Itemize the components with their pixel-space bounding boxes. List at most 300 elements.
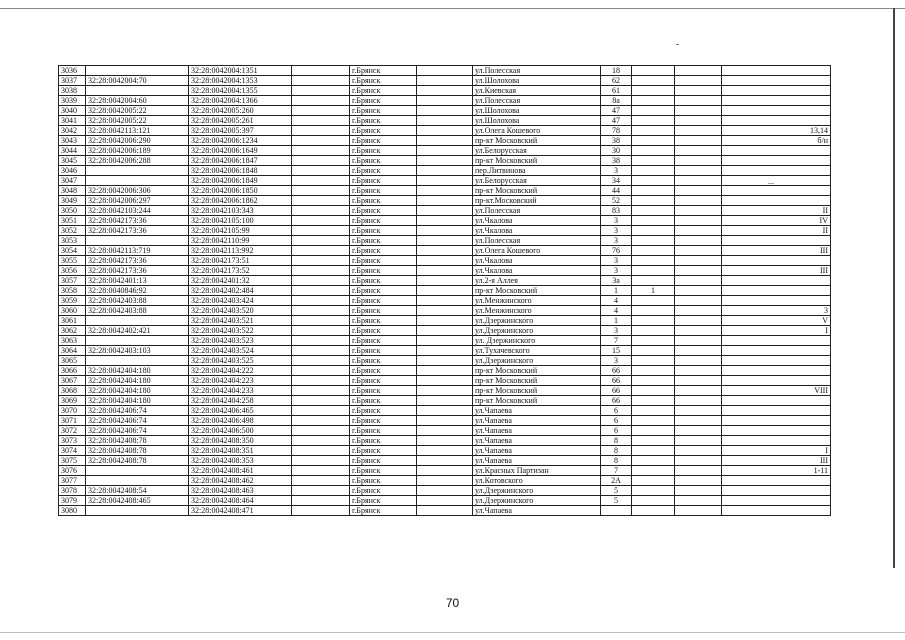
land-parcel-number-cell: 32:28:0042404:180 xyxy=(86,376,189,386)
extra-cell xyxy=(632,216,675,226)
table-row xyxy=(59,176,831,186)
blank-cell-2 xyxy=(417,196,473,206)
land-parcel-number-cell: 32:28:0042173:36 xyxy=(86,226,189,236)
extra-cell xyxy=(632,76,675,86)
cadastral-number-cell: 32:28:0042408:462 xyxy=(189,476,292,486)
record-number-cell: 3071 xyxy=(59,416,86,426)
apartment-cell xyxy=(722,146,831,156)
extra-cell xyxy=(632,266,675,276)
table-row xyxy=(59,306,831,316)
street-cell: ул.Киевская xyxy=(473,86,601,96)
house-number-cell: 7 xyxy=(601,336,632,346)
blank-cell xyxy=(292,416,350,426)
cadastral-number-cell: 32:28:0042006:1847 xyxy=(189,156,292,166)
extra-cell-2 xyxy=(675,466,722,476)
extra-cell-2 xyxy=(675,186,722,196)
record-number-cell: 3042 xyxy=(59,126,86,136)
house-number-cell: 8 xyxy=(601,446,632,456)
cadastral-number-cell: 32:28:0042406:498 xyxy=(189,416,292,426)
house-number-cell: 66 xyxy=(601,366,632,376)
blank-cell xyxy=(292,346,350,356)
apartment-cell: II xyxy=(722,226,831,236)
extra-cell xyxy=(632,146,675,156)
record-number-cell: 3053 xyxy=(59,236,86,246)
blank-cell-2 xyxy=(417,466,473,476)
record-number-cell: 3040 xyxy=(59,106,86,116)
blank-cell xyxy=(292,486,350,496)
apartment-cell xyxy=(722,196,831,206)
land-parcel-number-cell: 32:28:0042173:36 xyxy=(86,216,189,226)
land-parcel-number-cell: 32:28:0042005:22 xyxy=(86,116,189,126)
extra-cell xyxy=(632,226,675,236)
extra-cell-2 xyxy=(675,176,722,186)
cadastral-number-cell: 32:28:0042406:500 xyxy=(189,426,292,436)
extra-cell-2 xyxy=(675,216,722,226)
blank-cell-2 xyxy=(417,376,473,386)
blank-cell-2 xyxy=(417,76,473,86)
extra-cell xyxy=(632,246,675,256)
blank-cell xyxy=(292,236,350,246)
extra-cell xyxy=(632,176,675,186)
street-cell: ул.Дзержинского xyxy=(473,316,601,326)
blank-cell xyxy=(292,136,350,146)
street-cell: ул.Шолохова xyxy=(473,76,601,86)
cadastral-number-cell: 32:28:0042004:1353 xyxy=(189,76,292,86)
street-cell: пр-кт Московский xyxy=(473,366,601,376)
city-cell: г.Брянск xyxy=(350,146,417,156)
apartment-cell: III xyxy=(722,266,831,276)
land-parcel-number-cell: 32:28:0042403:103 xyxy=(86,346,189,356)
blank-cell-2 xyxy=(417,386,473,396)
table-row xyxy=(59,86,831,96)
extra-cell-2 xyxy=(675,356,722,366)
extra-cell xyxy=(632,456,675,466)
extra-cell-2 xyxy=(675,236,722,246)
extra-cell-2 xyxy=(675,196,722,206)
record-number-cell: 3060 xyxy=(59,306,86,316)
city-cell: г.Брянск xyxy=(350,416,417,426)
blank-cell-2 xyxy=(417,156,473,166)
table-row xyxy=(59,66,831,76)
cadastral-number-cell: 32:28:0042005:397 xyxy=(189,126,292,136)
record-number-cell: 3080 xyxy=(59,506,86,516)
blank-cell xyxy=(292,366,350,376)
street-cell: ул.Дзержинского xyxy=(473,326,601,336)
street-cell: пр-кт Московский xyxy=(473,376,601,386)
land-parcel-number-cell: 32:28:0042113:719 xyxy=(86,246,189,256)
cadastral-number-cell: 32:28:0042403:424 xyxy=(189,296,292,306)
extra-cell-2 xyxy=(675,486,722,496)
blank-cell xyxy=(292,396,350,406)
table-row xyxy=(59,506,831,516)
blank-cell-2 xyxy=(417,346,473,356)
city-cell: г.Брянск xyxy=(350,226,417,236)
scan-bottom-edge xyxy=(0,632,905,633)
record-number-cell: 3078 xyxy=(59,486,86,496)
house-number-cell: 78 xyxy=(601,126,632,136)
extra-cell xyxy=(632,416,675,426)
record-number-cell: 3050 xyxy=(59,206,86,216)
blank-cell-2 xyxy=(417,86,473,96)
table-row xyxy=(59,346,831,356)
land-parcel-number-cell: 32:28:0042408:78 xyxy=(86,446,189,456)
cadastral-number-cell: 32:28:0042403:524 xyxy=(189,346,292,356)
city-cell: г.Брянск xyxy=(350,256,417,266)
blank-cell-2 xyxy=(417,146,473,156)
blank-cell-2 xyxy=(417,326,473,336)
extra-cell xyxy=(632,276,675,286)
table-row xyxy=(59,226,831,236)
land-parcel-number-cell xyxy=(86,166,189,176)
blank-cell xyxy=(292,116,350,126)
city-cell: г.Брянск xyxy=(350,246,417,256)
house-number-cell: 1 xyxy=(601,286,632,296)
blank-cell xyxy=(292,466,350,476)
extra-cell xyxy=(632,476,675,486)
city-cell: г.Брянск xyxy=(350,386,417,396)
blank-cell-2 xyxy=(417,296,473,306)
blank-cell-2 xyxy=(417,396,473,406)
city-cell: г.Брянск xyxy=(350,306,417,316)
city-cell: г.Брянск xyxy=(350,356,417,366)
extra-cell-2 xyxy=(675,96,722,106)
extra-cell-2 xyxy=(675,66,722,76)
cadastral-number-cell: 32:28:0042110:99 xyxy=(189,236,292,246)
record-number-cell: 3052 xyxy=(59,226,86,236)
blank-cell xyxy=(292,376,350,386)
city-cell: г.Брянск xyxy=(350,436,417,446)
land-parcel-number-cell: 32:28:0042006:297 xyxy=(86,196,189,206)
street-cell: ул.Белорусская xyxy=(473,176,601,186)
city-cell: г.Брянск xyxy=(350,166,417,176)
street-cell: ул.Шолохова xyxy=(473,116,601,126)
cadastral-registry-table xyxy=(58,65,831,516)
table-row xyxy=(59,396,831,406)
apartment-cell xyxy=(722,356,831,366)
land-parcel-number-cell: 32:28:0042404:180 xyxy=(86,386,189,396)
blank-cell-2 xyxy=(417,116,473,126)
land-parcel-number-cell: 32:28:0042103:244 xyxy=(86,206,189,216)
blank-cell xyxy=(292,186,350,196)
table-row xyxy=(59,246,831,256)
extra-cell xyxy=(632,446,675,456)
table-row xyxy=(59,76,831,86)
extra-cell xyxy=(632,436,675,446)
blank-cell-2 xyxy=(417,216,473,226)
extra-cell xyxy=(632,336,675,346)
blank-cell-2 xyxy=(417,206,473,216)
blank-cell xyxy=(292,156,350,166)
city-cell: г.Брянск xyxy=(350,236,417,246)
house-number-cell: 4 xyxy=(601,296,632,306)
record-number-cell: 3074 xyxy=(59,446,86,456)
extra-cell xyxy=(632,236,675,246)
land-parcel-number-cell xyxy=(86,476,189,486)
street-cell: пр-кт Московский xyxy=(473,396,601,406)
house-number-cell: 76 xyxy=(601,246,632,256)
cadastral-number-cell: 32:28:0042401:32 xyxy=(189,276,292,286)
blank-cell-2 xyxy=(417,126,473,136)
scan-right-edge xyxy=(893,8,895,568)
table-row xyxy=(59,326,831,336)
blank-cell xyxy=(292,296,350,306)
cadastral-number-cell: 32:28:0042403:520 xyxy=(189,306,292,316)
apartment-cell xyxy=(722,366,831,376)
blank-cell-2 xyxy=(417,176,473,186)
street-cell: ул.Полесская xyxy=(473,66,601,76)
apartment-cell: б/н xyxy=(722,136,831,146)
extra-cell-2 xyxy=(675,406,722,416)
apartment-cell xyxy=(722,186,831,196)
apartment-cell xyxy=(722,416,831,426)
apartment-cell xyxy=(722,336,831,346)
cadastral-number-cell: 32:28:0042403:525 xyxy=(189,356,292,366)
blank-cell xyxy=(292,126,350,136)
city-cell: г.Брянск xyxy=(350,96,417,106)
cadastral-number-cell: 32:28:0042404:222 xyxy=(189,366,292,376)
extra-cell-2 xyxy=(675,366,722,376)
street-cell: ул.Шолохова xyxy=(473,106,601,116)
blank-cell-2 xyxy=(417,306,473,316)
land-parcel-number-cell: 32:28:0042404:180 xyxy=(86,396,189,406)
cadastral-number-cell: 32:28:0042408:350 xyxy=(189,436,292,446)
apartment-cell xyxy=(722,496,831,506)
street-cell: пр-кт Московский xyxy=(473,186,601,196)
city-cell: г.Брянск xyxy=(350,186,417,196)
city-cell: г.Брянск xyxy=(350,466,417,476)
house-number-cell: 52 xyxy=(601,196,632,206)
blank-cell xyxy=(292,506,350,516)
street-cell: ул.Олега Кошевого xyxy=(473,126,601,136)
table-row xyxy=(59,216,831,226)
extra-cell-2 xyxy=(675,426,722,436)
city-cell: г.Брянск xyxy=(350,486,417,496)
city-cell: г.Брянск xyxy=(350,376,417,386)
table-row xyxy=(59,486,831,496)
land-parcel-number-cell: 32:28:0042173:36 xyxy=(86,266,189,276)
extra-cell xyxy=(632,136,675,146)
extra-cell-2 xyxy=(675,276,722,286)
cadastral-number-cell: 32:28:0042105:99 xyxy=(189,226,292,236)
land-parcel-number-cell: 32:28:0042404:180 xyxy=(86,366,189,376)
extra-cell-2 xyxy=(675,246,722,256)
city-cell: г.Брянск xyxy=(350,156,417,166)
extra-cell xyxy=(632,306,675,316)
extra-cell xyxy=(632,186,675,196)
table-row xyxy=(59,116,831,126)
city-cell: г.Брянск xyxy=(350,326,417,336)
house-number-cell: 8 xyxy=(601,436,632,446)
house-number-cell: 3а xyxy=(601,276,632,286)
street-cell: ул.Котовского xyxy=(473,476,601,486)
house-number-cell: 8а xyxy=(601,96,632,106)
table-row xyxy=(59,456,831,466)
apartment-cell xyxy=(722,296,831,306)
extra-cell xyxy=(632,496,675,506)
extra-cell xyxy=(632,426,675,436)
table-row xyxy=(59,146,831,156)
table-row xyxy=(59,166,831,176)
scan-top-edge xyxy=(0,8,905,9)
table-row xyxy=(59,206,831,216)
city-cell: г.Брянск xyxy=(350,136,417,146)
street-cell: ул.Чапаева xyxy=(473,406,601,416)
apartment-cell: I xyxy=(722,446,831,456)
city-cell: г.Брянск xyxy=(350,76,417,86)
table-row xyxy=(59,496,831,506)
blank-cell-2 xyxy=(417,286,473,296)
extra-cell-2 xyxy=(675,266,722,276)
blank-cell-2 xyxy=(417,406,473,416)
street-cell: ул.Менжинского xyxy=(473,296,601,306)
street-cell: ул.Чапаева xyxy=(473,436,601,446)
extra-cell-2 xyxy=(675,86,722,96)
street-cell: ул.2-я Аллея xyxy=(473,276,601,286)
land-parcel-number-cell xyxy=(86,466,189,476)
record-number-cell: 3043 xyxy=(59,136,86,146)
house-number-cell: 66 xyxy=(601,376,632,386)
blank-cell-2 xyxy=(417,356,473,366)
extra-cell xyxy=(632,296,675,306)
extra-cell xyxy=(632,326,675,336)
apartment-cell xyxy=(722,156,831,166)
record-number-cell: 3063 xyxy=(59,336,86,346)
extra-cell xyxy=(632,166,675,176)
city-cell: г.Брянск xyxy=(350,496,417,506)
street-cell: ул.Полесская xyxy=(473,206,601,216)
house-number-cell: 3 xyxy=(601,166,632,176)
extra-cell xyxy=(632,96,675,106)
table-row xyxy=(59,106,831,116)
record-number-cell: 3077 xyxy=(59,476,86,486)
extra-cell-2 xyxy=(675,306,722,316)
blank-cell xyxy=(292,336,350,346)
street-cell: ул.Дзержинского xyxy=(473,486,601,496)
street-cell: ул. Дзержинского xyxy=(473,336,601,346)
street-cell: ул.Чапаева xyxy=(473,506,601,516)
city-cell: г.Брянск xyxy=(350,106,417,116)
blank-cell xyxy=(292,266,350,276)
table-row xyxy=(59,436,831,446)
cadastral-number-cell: 32:28:0042406:465 xyxy=(189,406,292,416)
blank-cell xyxy=(292,206,350,216)
house-number-cell: 61 xyxy=(601,86,632,96)
extra-cell-2 xyxy=(675,286,722,296)
house-number-cell: 3 xyxy=(601,256,632,266)
blank-cell xyxy=(292,86,350,96)
table-row xyxy=(59,296,831,306)
blank-cell-2 xyxy=(417,316,473,326)
blank-cell-2 xyxy=(417,416,473,426)
extra-cell-2 xyxy=(675,326,722,336)
table-row xyxy=(59,286,831,296)
blank-cell xyxy=(292,146,350,156)
extra-cell xyxy=(632,316,675,326)
record-number-cell: 3057 xyxy=(59,276,86,286)
record-number-cell: 3046 xyxy=(59,166,86,176)
blank-cell xyxy=(292,316,350,326)
apartment-cell xyxy=(722,436,831,446)
house-number-cell: 7 xyxy=(601,466,632,476)
extra-cell-2 xyxy=(675,126,722,136)
record-number-cell: 3067 xyxy=(59,376,86,386)
extra-cell-2 xyxy=(675,166,722,176)
table-row xyxy=(59,426,831,436)
extra-cell-2 xyxy=(675,386,722,396)
apartment-cell xyxy=(722,166,831,176)
blank-cell-2 xyxy=(417,96,473,106)
city-cell: г.Брянск xyxy=(350,316,417,326)
record-number-cell: 3064 xyxy=(59,346,86,356)
city-cell: г.Брянск xyxy=(350,346,417,356)
street-cell: ул.Дзержинского xyxy=(473,356,601,366)
extra-cell-2 xyxy=(675,316,722,326)
land-parcel-number-cell: 32:28:0042006:306 xyxy=(86,186,189,196)
house-number-cell: 3 xyxy=(601,226,632,236)
city-cell: г.Брянск xyxy=(350,196,417,206)
extra-cell-2 xyxy=(675,156,722,166)
extra-cell-2 xyxy=(675,226,722,236)
city-cell: г.Брянск xyxy=(350,66,417,76)
house-number-cell: 66 xyxy=(601,386,632,396)
house-number-cell: 62 xyxy=(601,76,632,86)
blank-cell-2 xyxy=(417,336,473,346)
house-number-cell: 83 xyxy=(601,206,632,216)
cadastral-number-cell: 32:28:0042103:343 xyxy=(189,206,292,216)
cadastral-number-cell: 32:28:0042403:523 xyxy=(189,336,292,346)
table-row xyxy=(59,476,831,486)
house-number-cell: 15 xyxy=(601,346,632,356)
extra-cell-2 xyxy=(675,506,722,516)
house-number-cell: 5 xyxy=(601,496,632,506)
blank-cell xyxy=(292,226,350,236)
land-parcel-number-cell: 32:28:0042406:74 xyxy=(86,416,189,426)
city-cell: г.Брянск xyxy=(350,336,417,346)
extra-cell-2 xyxy=(675,296,722,306)
apartment-cell: III xyxy=(722,246,831,256)
extra-cell xyxy=(632,506,675,516)
record-number-cell: 3070 xyxy=(59,406,86,416)
table-row xyxy=(59,196,831,206)
blank-cell xyxy=(292,436,350,446)
blank-cell xyxy=(292,496,350,506)
blank-cell-2 xyxy=(417,226,473,236)
record-number-cell: 3037 xyxy=(59,76,86,86)
city-cell: г.Брянск xyxy=(350,86,417,96)
blank-cell-2 xyxy=(417,446,473,456)
record-number-cell: 3079 xyxy=(59,496,86,506)
extra-cell-2 xyxy=(675,396,722,406)
blank-cell xyxy=(292,166,350,176)
land-parcel-number-cell xyxy=(86,356,189,366)
land-parcel-number-cell: 32:28:0042406:74 xyxy=(86,406,189,416)
street-cell: пр-кт Московский xyxy=(473,156,601,166)
house-number-cell xyxy=(601,506,632,516)
blank-cell xyxy=(292,326,350,336)
cadastral-number-cell: 32:28:0042408:463 xyxy=(189,486,292,496)
apartment-cell xyxy=(722,66,831,76)
house-number-cell: 3 xyxy=(601,326,632,336)
table-row xyxy=(59,356,831,366)
city-cell: г.Брянск xyxy=(350,216,417,226)
street-cell: ул.Чкалова xyxy=(473,216,601,226)
land-parcel-number-cell: 32:28:0042006:288 xyxy=(86,156,189,166)
record-number-cell: 3058 xyxy=(59,286,86,296)
city-cell: г.Брянск xyxy=(350,426,417,436)
extra-cell-2 xyxy=(675,346,722,356)
house-number-cell: 5 xyxy=(601,486,632,496)
blank-cell-2 xyxy=(417,266,473,276)
